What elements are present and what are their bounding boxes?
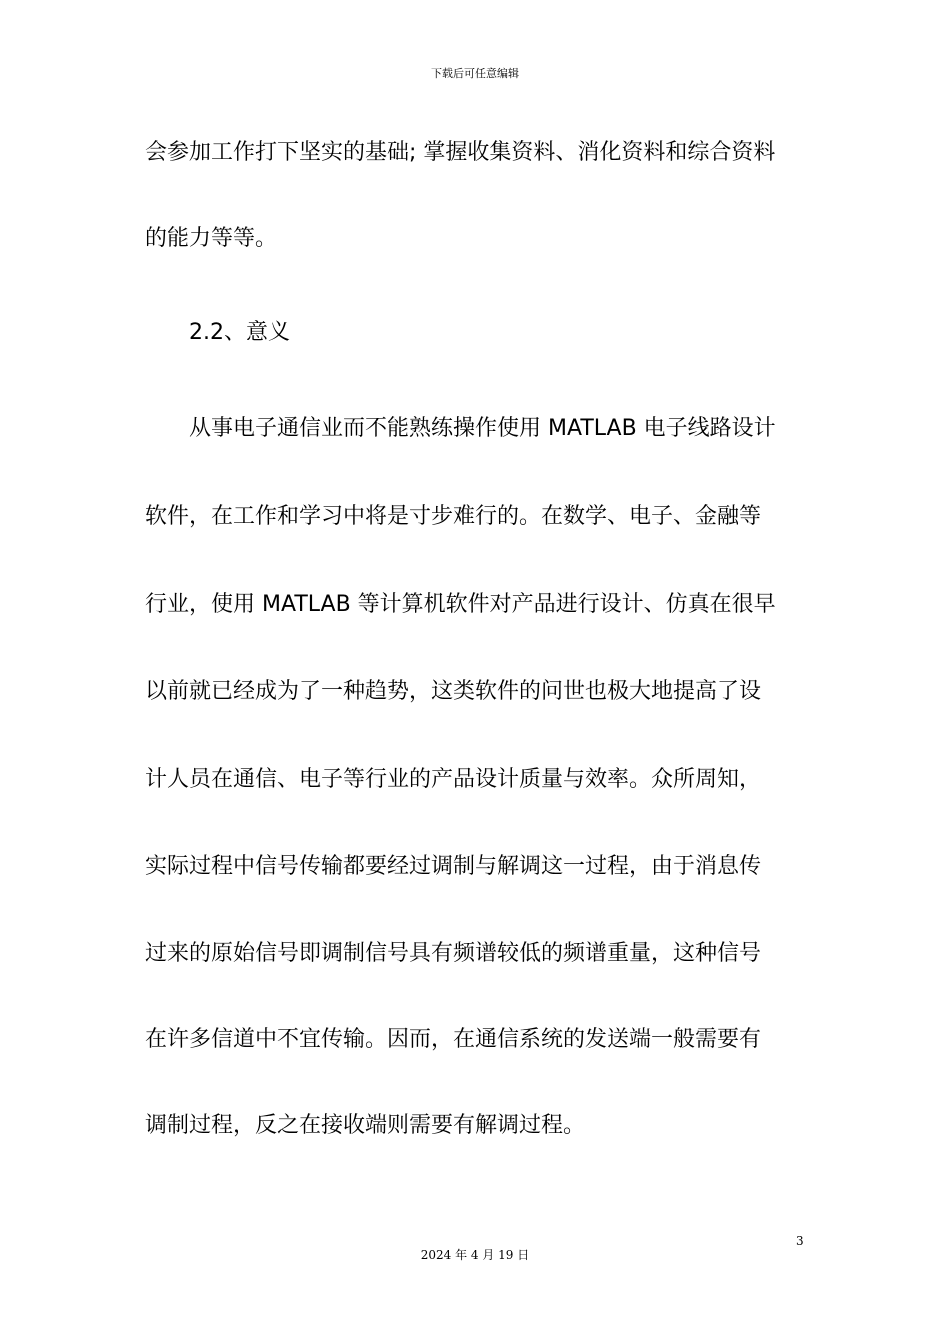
paragraph-line: 从事电子通信业而不能熟练操作使用 MATLAB 电子线路设计 xyxy=(189,416,776,441)
page-number: 3 xyxy=(796,1234,804,1248)
paragraph-line: 在许多信道中不宜传输。因而，在通信系统的发送端一般需要有 xyxy=(145,1027,762,1052)
footer-date: 2024 年 4 月 19 日 xyxy=(420,1248,530,1262)
section-heading: 2.2、意义 xyxy=(189,320,290,345)
page-header: 下载后可任意编辑 xyxy=(431,67,519,80)
paragraph-line: 实际过程中信号传输都要经过调制与解调这一过程，由于消息传 xyxy=(145,854,762,879)
paragraph-line: 调制过程，反之在接收端则需要有解调过程。 xyxy=(145,1113,586,1138)
paragraph-line: 计人员在通信、电子等行业的产品设计质量与效率。众所周知， xyxy=(145,767,762,792)
paragraph-line: 的能力等等。 xyxy=(145,226,278,251)
paragraph-line: 过来的原始信号即调制信号具有频谱较低的频谱重量，这种信号 xyxy=(145,941,762,966)
paragraph-line: 软件，在工作和学习中将是寸步难行的。在数学、电子、金融等 xyxy=(145,504,762,529)
paragraph-line: 会参加工作打下坚实的基础; 掌握收集资料、消化资料和综合资料 xyxy=(145,140,776,165)
paragraph-line: 以前就已经成为了一种趋势，这类软件的问世也极大地提高了设 xyxy=(145,679,762,704)
paragraph-line: 行业，使用 MATLAB 等计算机软件对产品进行设计、仿真在很早 xyxy=(145,592,776,617)
